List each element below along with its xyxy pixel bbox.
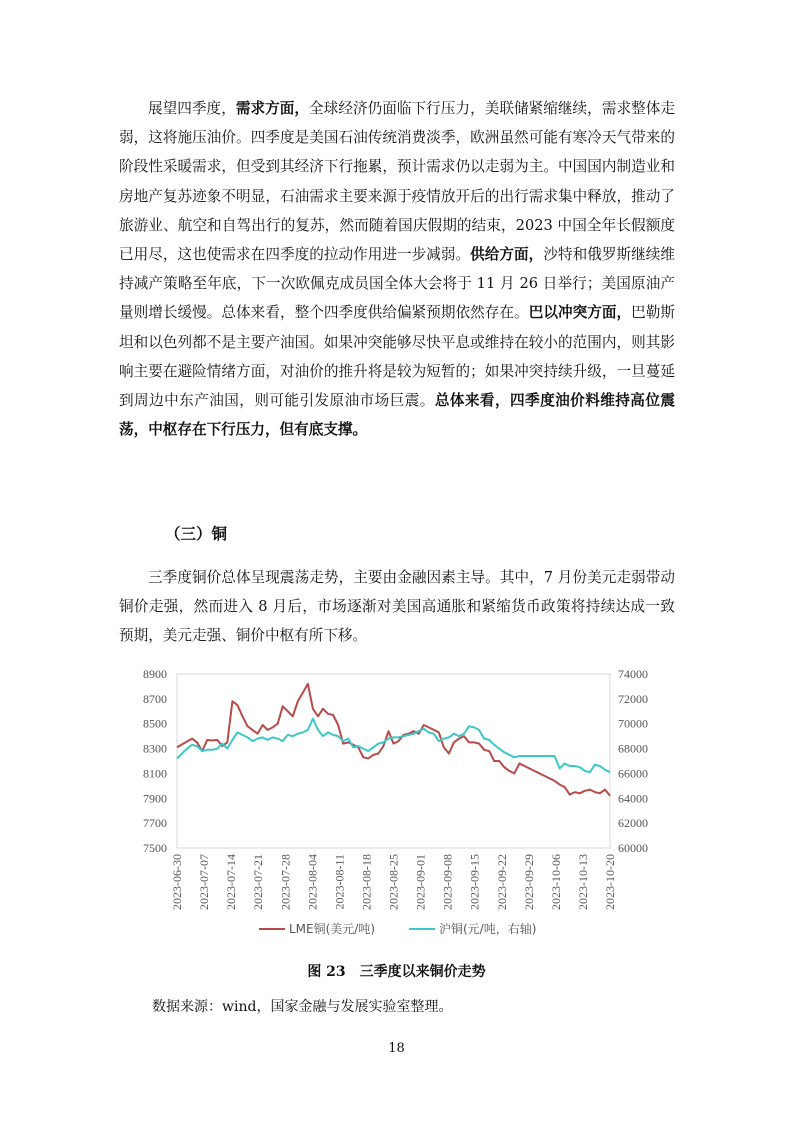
- x-tick-label: 2023-09-01: [413, 854, 428, 910]
- x-tick-label: 2023-10-20: [603, 854, 617, 910]
- outlook-paragraph: [119, 94, 675, 444]
- bold-phrase: 需求方面，: [235, 100, 310, 117]
- bold-phrase: 巴以冲突方面，: [528, 304, 632, 322]
- y-left-tick-label: 8300: [143, 741, 167, 756]
- plot-area: [177, 674, 610, 848]
- y-right-tick-label: 64000: [618, 791, 648, 806]
- x-tick-label: 2023-08-04: [305, 854, 320, 910]
- y-right-tick-label: 72000: [618, 691, 648, 706]
- y-left-tick-label: 7700: [143, 816, 167, 831]
- section-heading: （三）铜: [165, 524, 228, 543]
- x-tick-label: 2023-10-13: [575, 854, 590, 910]
- x-tick-label: 2023-07-14: [224, 854, 239, 910]
- x-tick-label: 2023-06-30: [170, 854, 184, 910]
- y-left-tick-label: 8500: [143, 716, 167, 731]
- y-right-tick-label: 70000: [618, 716, 648, 731]
- chart-svg: [119, 658, 675, 948]
- figure-caption: 图 23 三季度以来铜价走势: [307, 964, 486, 980]
- y-left-tick-label: 8100: [143, 766, 167, 781]
- y-left-tick-label: 8700: [143, 691, 167, 706]
- x-tick-label: 2023-07-21: [251, 854, 266, 910]
- y-left-tick-label: 7900: [143, 791, 167, 806]
- y-right-tick-label: 68000: [618, 741, 648, 756]
- text-run: 巴勒斯坦和以色列都不是主要产油国。如果冲突能够尽快平息或维持在较小的范围内，则其影响主要在避险情绪方面，对油价的推升将是较为短暂的；如果冲突持续升级，一旦蔓延到周边中东产油国，则可能引发原油市场巨震。: [119, 304, 675, 410]
- text-run: 全球经济仍面临下行压力，美联储紧缩继续，需求整体走弱，这将施压油价。四季度是美国石油传统消费淡季，欧洲虽然可能有寒冷天气带来的阶段性采暖需求，但受到其经济下行拖累，预计需求仍以走弱为主。中国国内制造业和房地产复苏迹象不明显，石油需求主要来源于疫情放开后的出行需求集中释放，推动了旅游业、航空和自驾出行的复苏，然而随着国庆假期的结束，2023 中国全年长假额度已用尽，这也使需求在四季度的拉动作用进一步减弱。: [119, 100, 675, 264]
- y-right-tick-label: 60000: [618, 841, 648, 855]
- legend-label: LME铜(美元/吨): [289, 922, 376, 936]
- y-right-tick-label: 66000: [618, 766, 648, 781]
- y-left-tick-label: 7500: [143, 841, 167, 855]
- copper-price-chart: [119, 658, 675, 948]
- copper-paragraph: 三季度铜价总体呈现震荡走势，主要由金融因素主导。其中，7 月份美元走弱带动铜价走强，然而进入 8 月后，市场逐渐对美国高通胀和紧缩货币政策将持续达成一致预期，美元走强、铜价中枢有所下移。: [119, 569, 675, 645]
- page-number: 18: [388, 1041, 405, 1056]
- text-run: 沙特和俄罗斯继续维持减产策略至年底，下一次欧佩克成员国全体大会将于 11 月 26 日举行；美国原油产量则增长缓慢。总体来看，整个四季度供给偏紧预期依然存在。: [119, 246, 675, 322]
- y-right-tick-label: 74000: [618, 667, 648, 681]
- x-tick-label: 2023-10-06: [548, 854, 563, 910]
- x-tick-label: 2023-09-08: [440, 854, 455, 910]
- text-run: 展望四季度，: [148, 100, 236, 117]
- y-left-tick-label: 8900: [143, 667, 167, 681]
- series-line-lme-copper: [177, 684, 610, 796]
- x-tick-label: 2023-08-18: [359, 854, 374, 910]
- bold-phrase: 供给方面，: [470, 246, 544, 264]
- x-tick-label: 2023-07-28: [278, 854, 293, 910]
- x-tick-label: 2023-09-22: [494, 854, 509, 910]
- legend-label: 沪铜(元/吨，右轴): [439, 922, 537, 936]
- series-line-shfe-copper: [177, 719, 610, 773]
- x-tick-label: 2023-08-11: [332, 854, 347, 910]
- x-tick-label: 2023-07-07: [197, 854, 212, 910]
- y-right-tick-label: 62000: [618, 816, 648, 831]
- bold-phrase: 总体来看，四季度油价料维持高位震荡，中枢存在下行压力，但有底支撑。: [119, 392, 675, 439]
- data-source: 数据来源：wind，国家金融与发展实验室整理。: [152, 999, 453, 1015]
- x-tick-label: 2023-09-29: [521, 854, 536, 910]
- x-tick-label: 2023-08-25: [386, 854, 401, 910]
- x-tick-label: 2023-09-15: [467, 854, 482, 910]
